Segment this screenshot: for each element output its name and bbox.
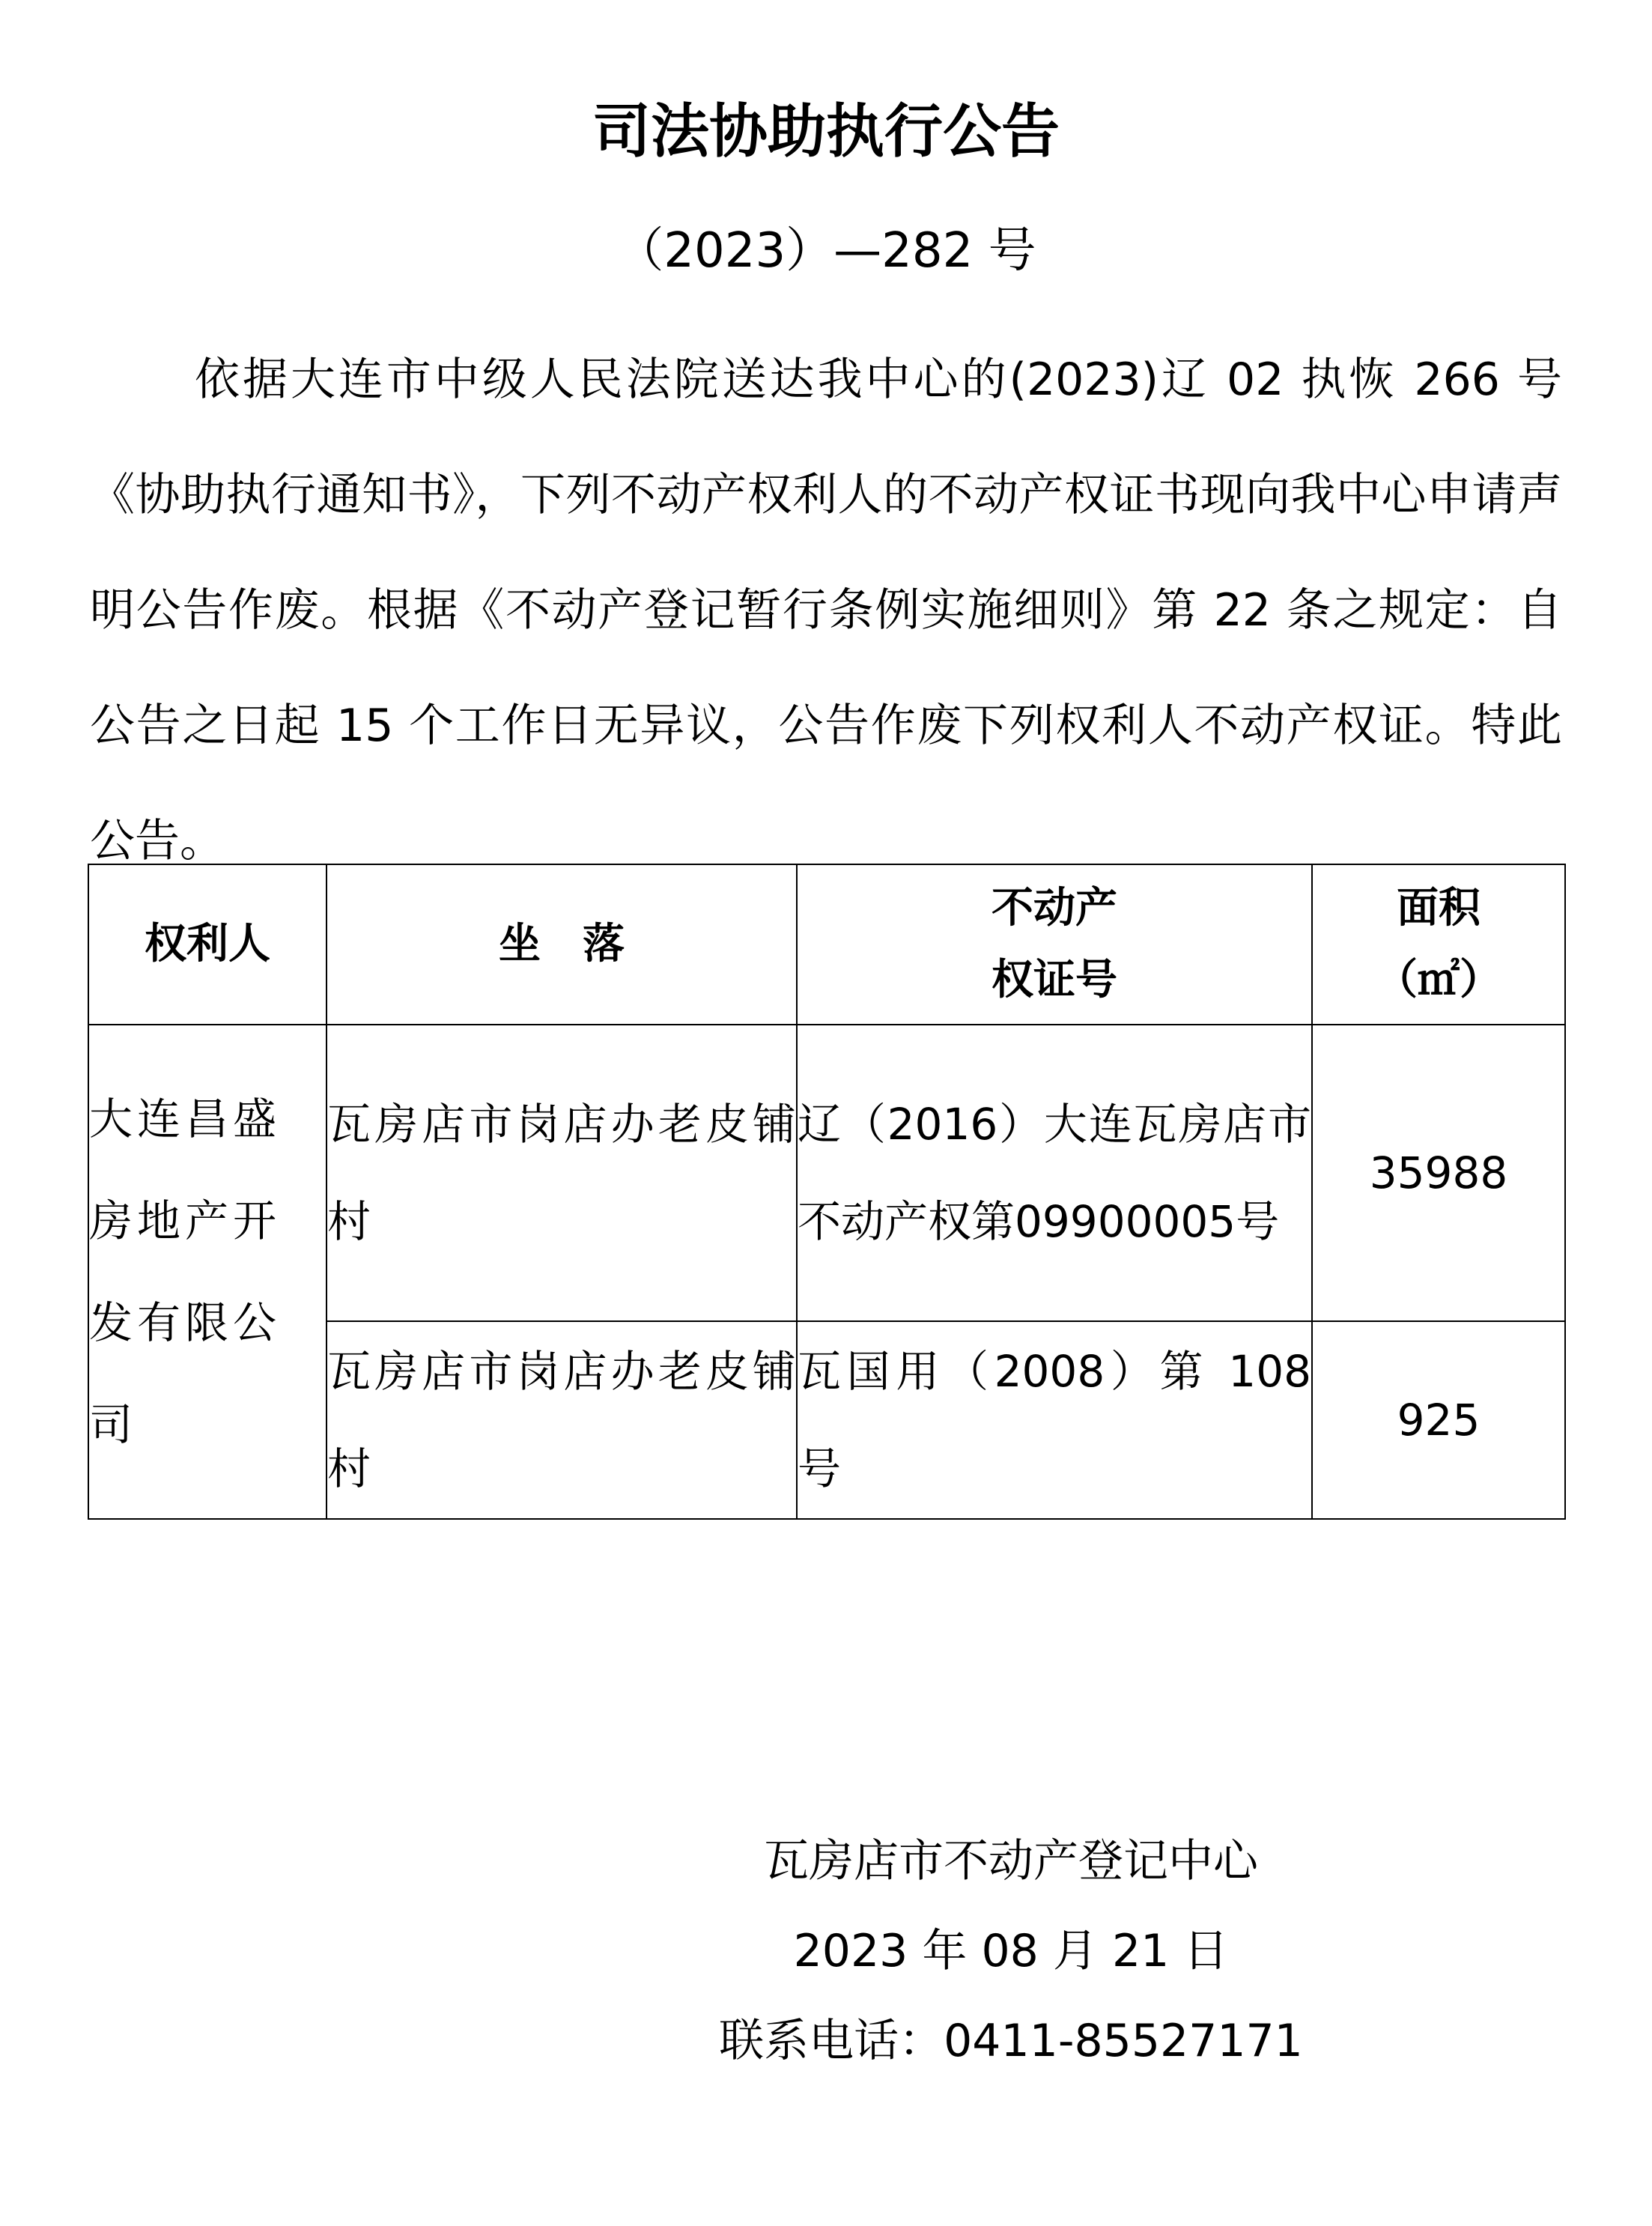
- certificate-cell: 辽（2016）大连瓦房店市不动产权第09900005号: [797, 1025, 1312, 1321]
- table-row: [88, 1025, 1565, 1321]
- area-cell: 35988: [1312, 1025, 1565, 1321]
- certificate-cell: 瓦国用（2008）第 108 号: [797, 1321, 1312, 1519]
- header-area: 面积 （㎡）: [1312, 864, 1565, 1025]
- header-owner: 权利人: [88, 864, 327, 1025]
- notice-title: 司法协助执行公告: [592, 98, 1060, 166]
- area-cell: 925: [1312, 1321, 1565, 1519]
- header-certificate-number: 不动产 权证号: [797, 864, 1312, 1025]
- table-header-row: [88, 864, 1565, 1025]
- contact-phone: 联系电话：0411-85527171: [719, 2015, 1303, 2067]
- document-number: （2023）—282 号: [616, 223, 1036, 279]
- owner-cell: 大连昌盛房地产开发有限公司: [88, 1025, 327, 1519]
- header-location: 坐 落: [327, 864, 797, 1025]
- notice-body: 依据大连市中级人民法院送达我中心的(2023)辽 02 执恢 266 号《协助执行通知书》，下列不动产权利人的不动产权证书现向我中心申请声明公告作废。根据《不动产登记暂行条例实施细则》第 22 条之规定：自公告之日起 15 个工作日无异议，公告作废下列权利人不动产权证。特此公告。: [90, 354, 1562, 867]
- certificate-table: [88, 864, 1566, 1520]
- issue-date: 2023 年 08 月 21 日: [793, 1925, 1229, 1977]
- issuer-name: 瓦房店市不动产登记中心: [764, 1835, 1258, 1887]
- location-cell: 瓦房店市岗店办老皮铺村: [327, 1025, 797, 1321]
- location-cell: 瓦房店市岗店办老皮铺村: [327, 1321, 797, 1519]
